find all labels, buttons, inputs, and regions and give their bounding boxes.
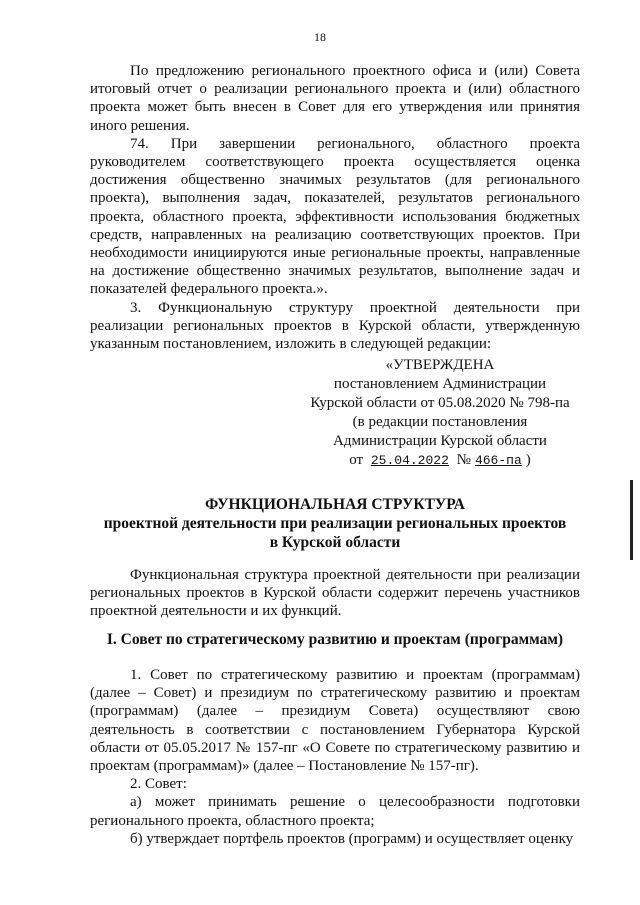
approval-line: Администрации Курской области <box>333 433 547 449</box>
scan-edge-mark <box>630 480 633 560</box>
document-title <box>90 495 580 552</box>
approval-line: постановлением Администрации <box>333 376 547 392</box>
paragraph: а) может принимать решение о целесообразности подготовки регионального проекта, областного проекта; <box>90 794 580 829</box>
paragraph: 1. Совет по стратегическому развитию и проектам (программам) (далее – Совет) и президиум по стратегическому развитию и проектам (программам) (далее – президиум Совета) осуществляют свою деятельность в соответствии с постановлением Губернатора Курской области от 05.05.2017 № 157-пг «О Совете по стратегическому развитию и проектам (программам)» (далее – Постановление № 157-пг). <box>90 667 580 775</box>
title-line: проектной деятельности при реализации региональных проектов <box>103 515 567 532</box>
text-block-1 <box>90 62 580 353</box>
paragraph: б) утверждает портфель проектов (программ) и осуществляет оценку <box>130 830 574 847</box>
section1-text <box>90 666 580 848</box>
approval-line: (в редакции постановления <box>352 414 528 430</box>
from-prefix: от <box>349 452 364 468</box>
section-heading: I. Совет по стратегическому развитию и проектам (программам) <box>106 631 564 648</box>
approval-date-line <box>300 451 580 470</box>
approval-line: «УТВЕРЖДЕНА <box>385 357 495 373</box>
paragraph: 3. Функциональную структуру проектной деятельности при реализации региональных проектов в Курской области, утвержденную указанным постановлением, изложить в следующей редакции: <box>90 299 580 353</box>
paragraph: 2. Совет: <box>130 776 187 793</box>
intro-block <box>90 566 580 621</box>
approval-number: 466-па <box>474 453 522 468</box>
close-paren: ) <box>525 452 531 468</box>
number-prefix: № <box>456 452 471 468</box>
title-line: в Курской области <box>269 534 401 551</box>
approval-date: 25.04.2022 <box>370 453 449 468</box>
approval-stamp <box>300 356 580 470</box>
approval-line: Курской области от 05.08.2020 № 798-па <box>310 395 570 411</box>
page-number: 18 <box>314 30 326 44</box>
intro-paragraph: Функциональная структура проектной деятельности при реализации региональных проектов в Курской области содержит перечень участников проектной деятельности и их функций. <box>90 567 580 620</box>
title-line: ФУНКЦИОНАЛЬНАЯ СТРУКТУРА <box>205 496 465 513</box>
paragraph: По предложению регионального проектного офиса и (или) Совета итоговый отчет о реализации регионального проекта и (или) областного проекта может быть внесен в Совет для его утверждения или принятия иного решения. <box>90 63 580 134</box>
paragraph: 74. При завершении регионального, областного проекта руководителем соответствующего проекта осуществляется оценка достижения общественно значимых результатов (для регионального проекта), выполнения задач, показателей, результатов регионального проекта, областного проекта, эффективности использования бюджетных средств, направленных на реализацию соответствующих проектов. При необходимости инициируются иные региональные проекты, направленные на достижение общественно значимых результатов, выполнение задач и показателей федерального проекта.». <box>90 135 580 298</box>
